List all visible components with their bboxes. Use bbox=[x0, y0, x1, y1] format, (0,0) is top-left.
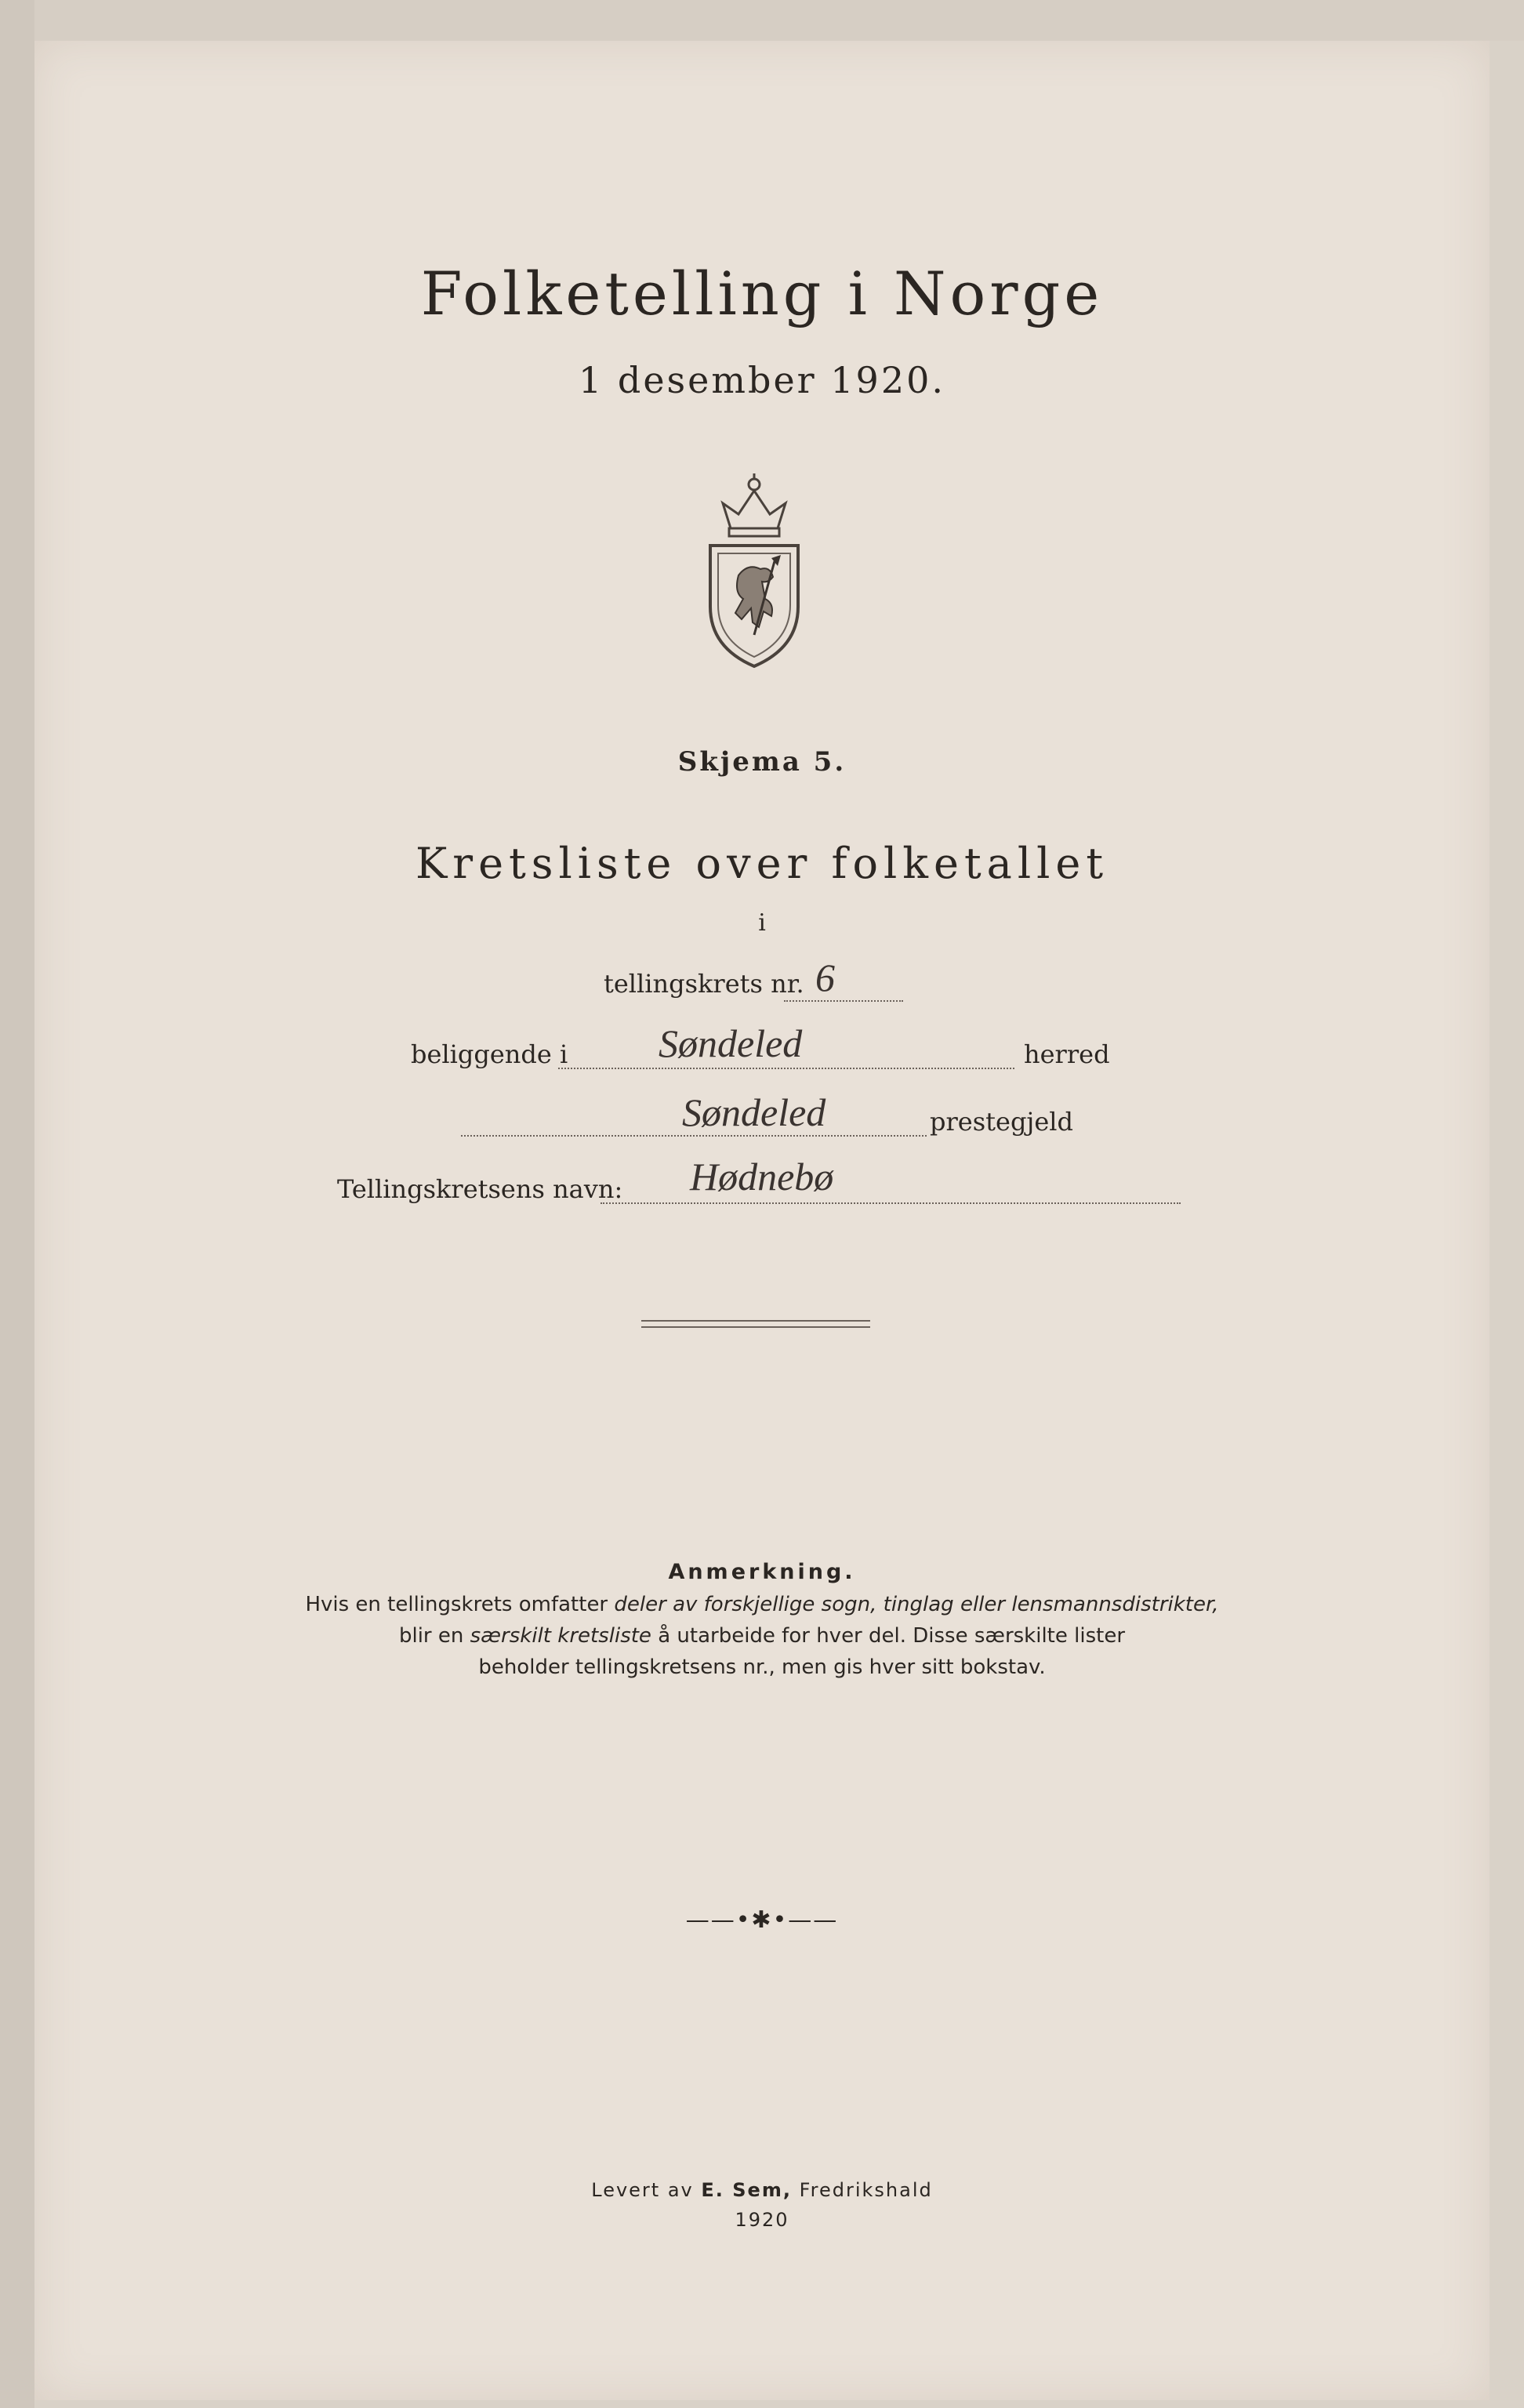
printer-year: 1920 bbox=[735, 2209, 789, 2231]
prestegjeld-value: Søndeled bbox=[682, 1090, 826, 1134]
printer-prefix: Levert av bbox=[591, 2179, 694, 2201]
form-title: Folketelling i Norge bbox=[420, 259, 1104, 328]
krets-nr-label: tellingskrets nr. bbox=[604, 969, 804, 999]
prestegjeld-line bbox=[461, 1135, 927, 1137]
krets-nr-line bbox=[784, 1000, 903, 1002]
section-divider bbox=[641, 1320, 870, 1328]
navn-label: Tellingskretsens navn: bbox=[337, 1174, 623, 1204]
note-line-2-start: blir en bbox=[398, 1624, 464, 1648]
connector-word: i bbox=[758, 909, 766, 937]
navn-line bbox=[601, 1202, 1181, 1204]
beliggende-value: Søndeled bbox=[659, 1021, 803, 1065]
printer-name: E. Sem, bbox=[701, 2179, 792, 2201]
note-line-1-start: Hvis en tellingskrets omfatter bbox=[305, 1593, 608, 1616]
beliggende-line bbox=[558, 1068, 1014, 1069]
note-line-2-end: å utarbeide for hver del. Disse særskilte lister bbox=[658, 1624, 1126, 1648]
note-title: Anmerkning. bbox=[668, 1560, 856, 1584]
note-line-1-emphasis: deler av forskjellige sogn, tinglag eller lensmannsdistrikter, bbox=[614, 1593, 1219, 1616]
ornament-divider: ——•✱•—— bbox=[685, 1906, 839, 1934]
note-line-2-emphasis: særskilt kretsliste bbox=[470, 1624, 651, 1648]
form-heading: Kretsliste over folketallet bbox=[415, 839, 1109, 888]
note-line-2 bbox=[0, 1624, 1524, 1648]
beliggende-label: beliggende i bbox=[411, 1039, 568, 1069]
scan-top-border bbox=[0, 0, 1524, 41]
note-line-1 bbox=[0, 1593, 1524, 1616]
navn-value: Hødnebø bbox=[690, 1155, 834, 1199]
note-line-3: beholder tellingskretsens nr., men gis hver sitt bokstav. bbox=[478, 1656, 1046, 1679]
printer-city: Fredrikshald bbox=[799, 2179, 933, 2201]
krets-nr-value: 6 bbox=[815, 956, 835, 999]
coat-of-arms-icon bbox=[699, 473, 809, 669]
census-date: 1 desember 1920. bbox=[579, 359, 945, 401]
printer-line bbox=[0, 2179, 1524, 2201]
schema-number: Skjema 5. bbox=[677, 746, 847, 778]
herred-label: herred bbox=[1024, 1039, 1110, 1069]
prestegjeld-label: prestegjeld bbox=[930, 1107, 1073, 1137]
